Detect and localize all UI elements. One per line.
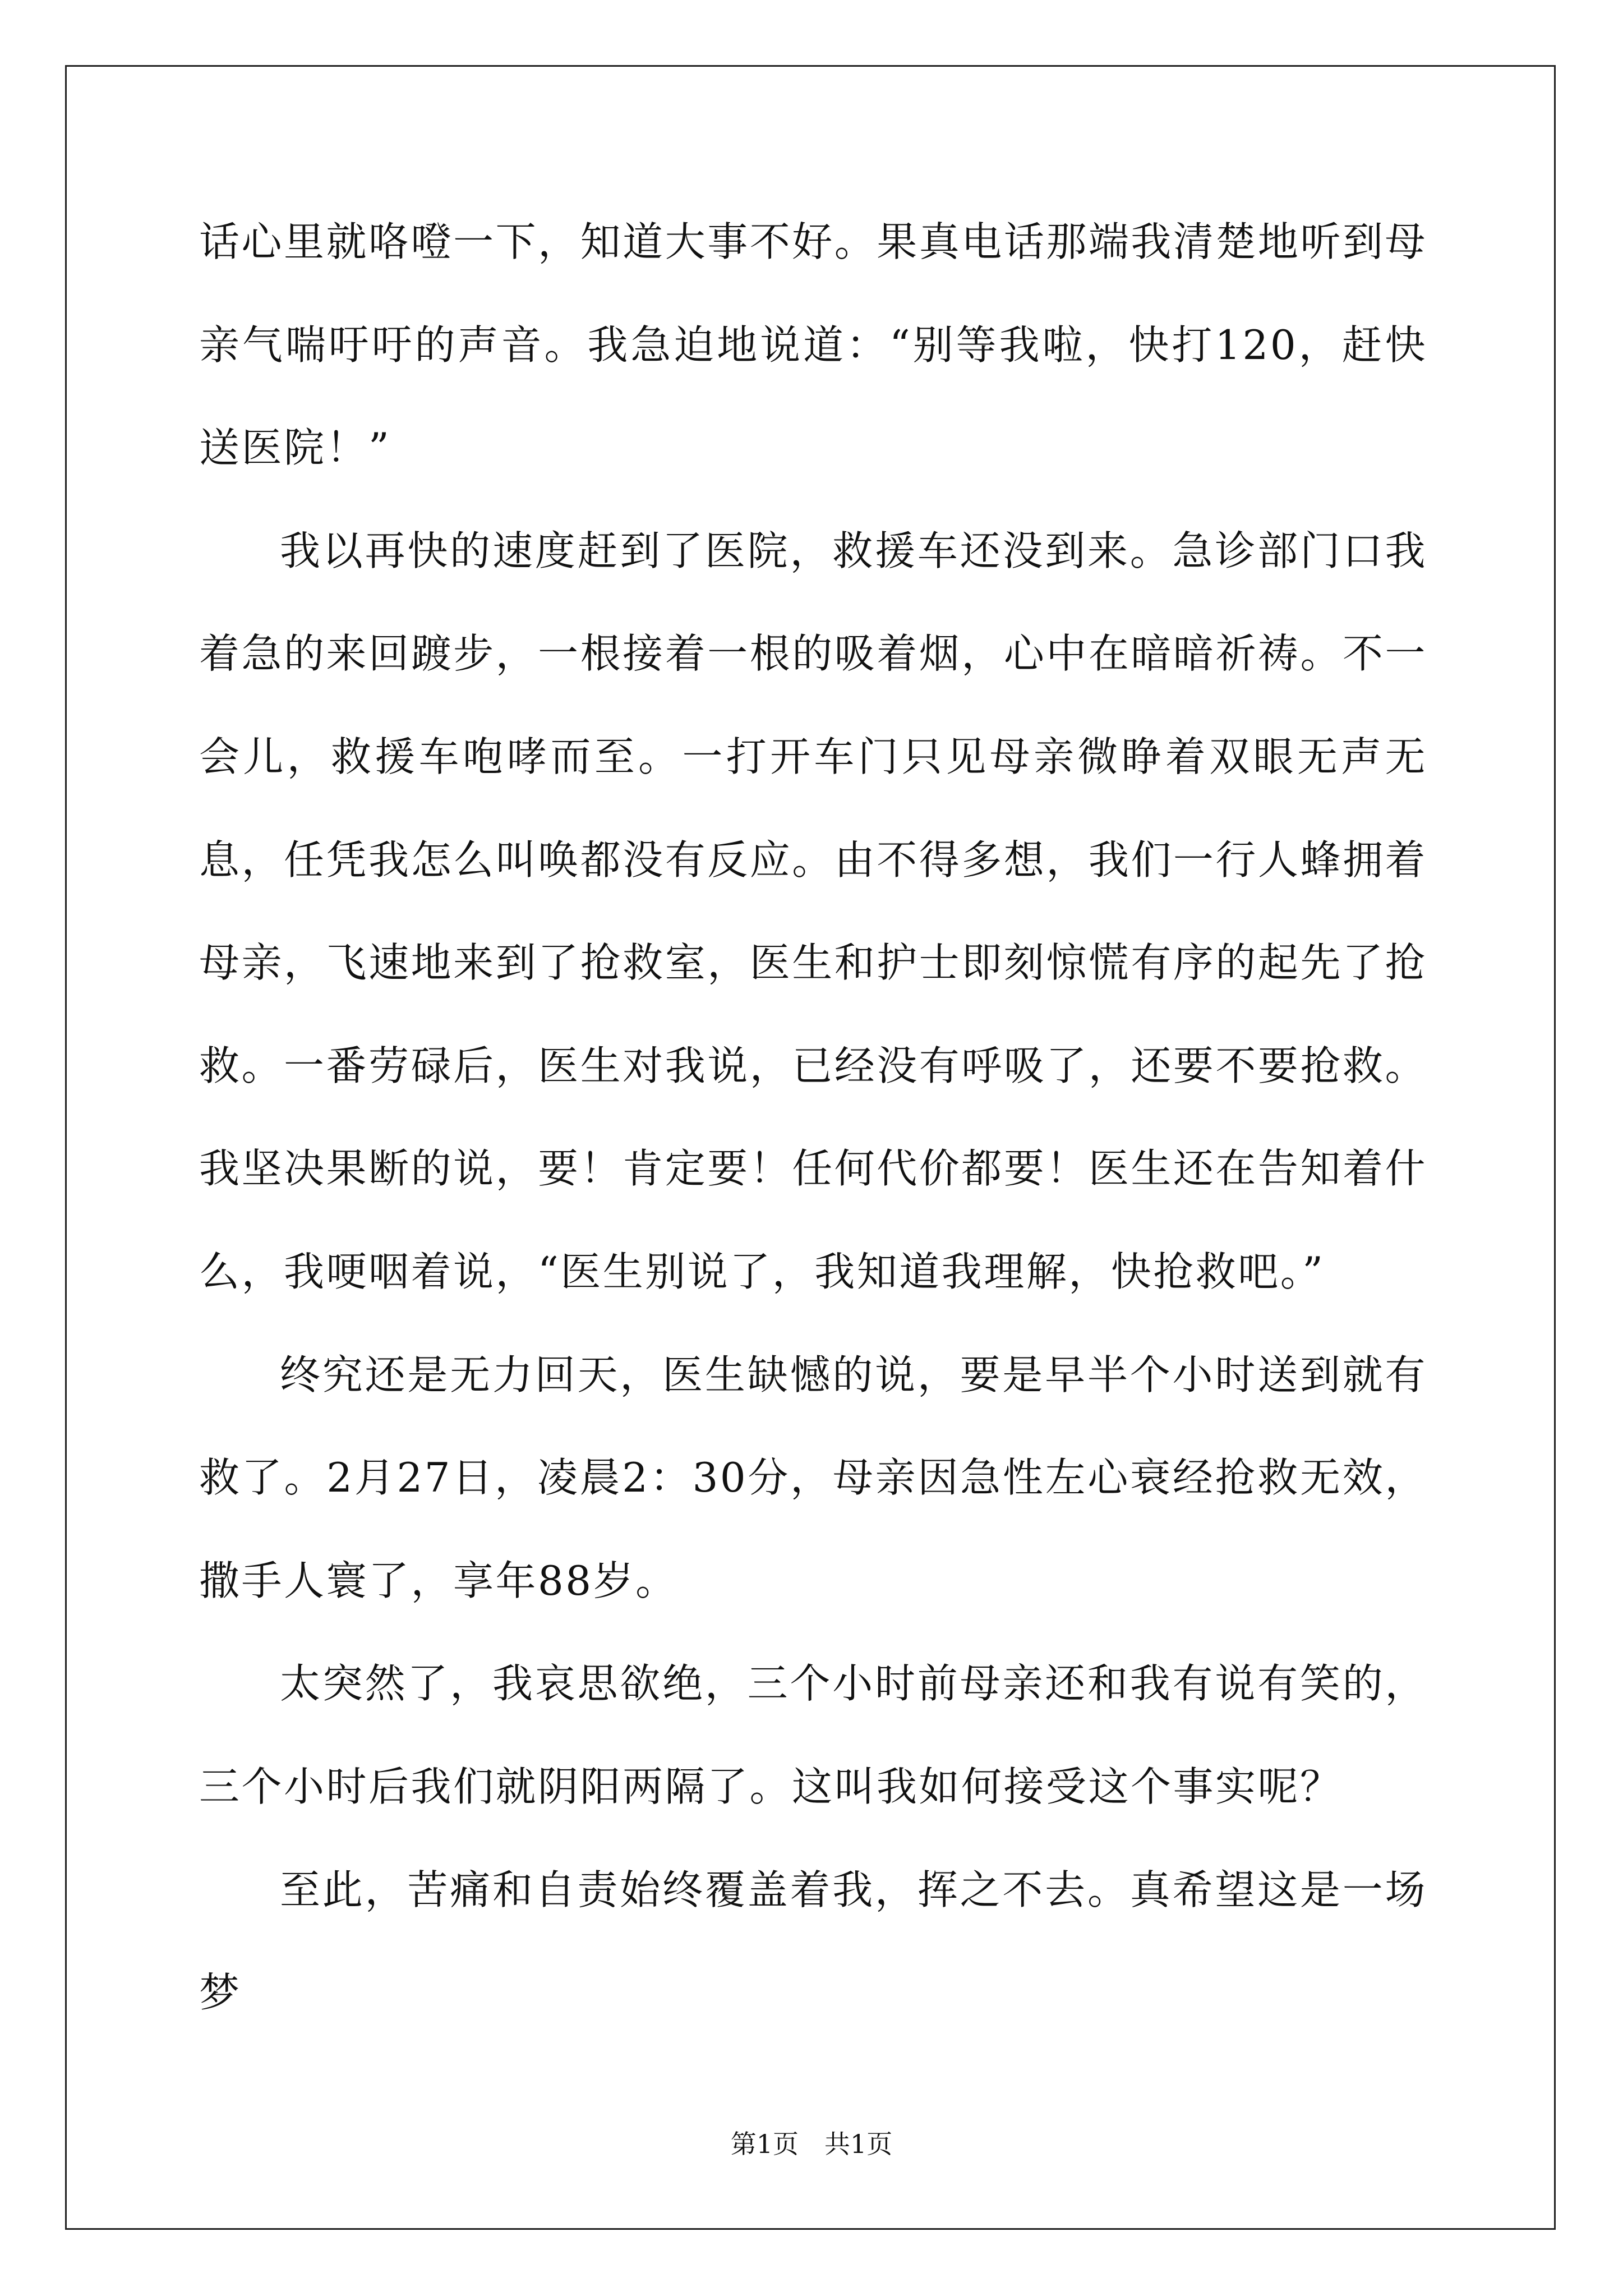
document-body (199, 191, 1427, 2045)
paragraph-5: 至此，苦痛和自责始终覆盖着我，挥之不去。真希望这是一场梦 (199, 1866, 1427, 2017)
page-footer: 第1页 共1页 (730, 2129, 893, 2159)
paragraph-3: 终究还是无力回天，医生缺憾的说，要是早半个小时送到就有救了。2月27日，凌晨2：30分，母亲因急性左心衰经抢救无效，撒手人寰了，享年88岁。 (199, 1351, 1427, 1604)
paragraph-4: 太突然了，我哀思欲绝，三个小时前母亲还和我有说有笑的，三个小时后我们就阴阳两隔了。这叫我如何接受这个事实呢？ (199, 1660, 1427, 1810)
paragraph-1: 话心里就咯噔一下，知道大事不好。果真电话那端我清楚地听到母亲气喘吁吁的声音。我急迫地说道：“别等我啦，快打120，赶快送医院！” (199, 218, 1427, 472)
paragraph-2: 我以再快的速度赶到了医院，救援车还没到来。急诊部门口我着急的来回踱步，一根接着一根的吸着烟，心中在暗暗祈祷。不一会儿，救援车咆哮而至。一打开车门只见母亲微睁着双眼无声无息，任凭我怎么叫唤都没有反应。由不得多想，我们一行人蜂拥着母亲，飞速地来到了抢救室，医生和护士即刻惊慌有序的起先了抢救。一番劳碌后，医生对我说，已经没有呼吸了，还要不要抢救。我坚决果断的说，要！肯定要！任何代价都要！医生还在告知着什么，我哽咽着说，“医生别说了，我知道我理解，快抢救吧。” (199, 527, 1427, 1295)
